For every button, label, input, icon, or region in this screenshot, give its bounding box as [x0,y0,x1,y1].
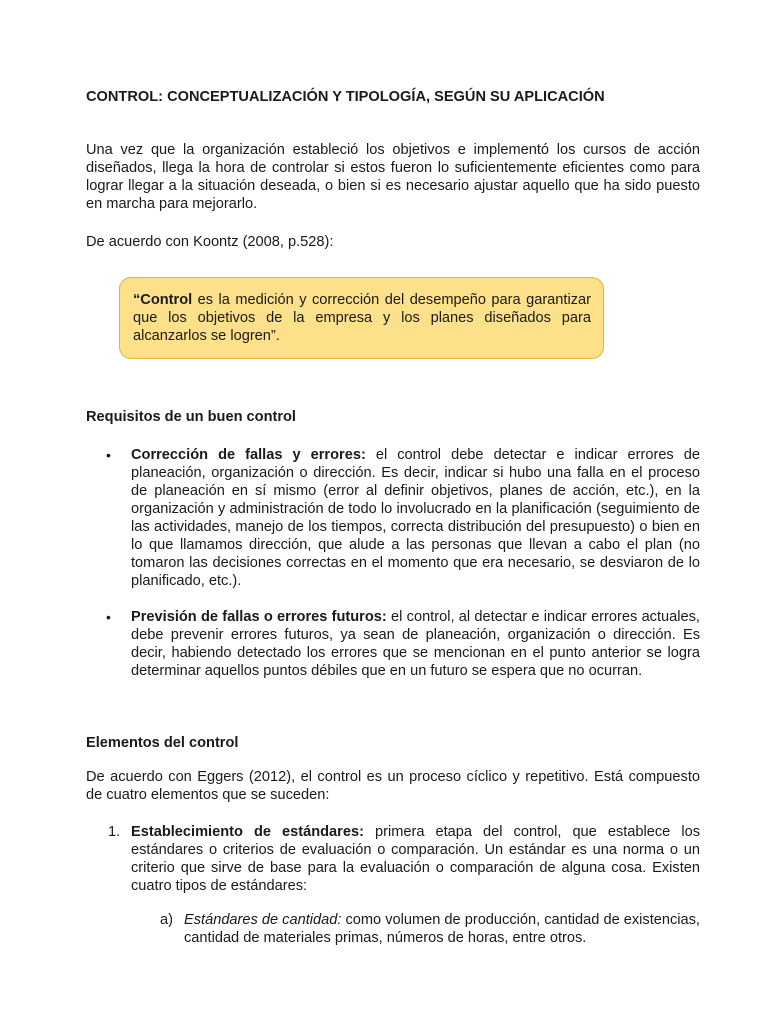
requisitos-heading: Requisitos de un buen control [86,409,296,425]
list-number: 1. [108,824,121,840]
bullet-icon: • [106,447,111,463]
numbered-term: Establecimiento de estándares: [131,824,364,840]
bullet-icon: • [106,609,111,625]
document-title: CONTROL: CONCEPTUALIZACIÓN Y TIPOLOGÍA, SEGÚN SU APLICACIÓN [86,89,605,105]
list-item [86,823,700,895]
bullet-text [131,608,700,680]
sublist-letter: a) [160,912,173,928]
quote-body: es la medición y corrección del desempeño para garantizar que los objetivos de la empresa y los planes diseñados para alcanzarlos se logren”. [133,292,591,344]
elementos-intro: De acuerdo con Eggers (2012), el control es un proceso cíclico y repetitivo. Está compuesto de cuatro elementos que se suceden: [86,769,700,803]
list-item [86,911,700,947]
definition-quote [133,291,591,345]
koontz-reference: De acuerdo con Koontz (2008, p.528): [86,234,334,250]
bullet-description: el control, al detectar e indicar errores actuales, debe prevenir errores futuros, ya sean de planeación, organización o dirección. Es decir, habiendo detectado los errores que se mencionan en el punto anterior se logra determinar aquellos puntos débiles que en un futuro se espera que no ocurran. [131,609,700,679]
bullet-term: Corrección de fallas y errores: [131,447,366,463]
intro-paragraph: Una vez que la organización estableció los objetivos e implementó los cursos de acción diseñados, llega la hora de controlar si estos fueron lo suficientemente eficientes como para lograr llegar a la situación deseada, o bien si es necesario ajustar aquello que ha sido puesto en marcha para mejorarlo. [86,142,700,212]
numbered-description: primera etapa del control, que establece los estándares o criterios de evaluación o comparación. Un estándar es una norma o un criterio que sirve de base para la evaluación o comparación de alguna cosa. Existen cuatro tipos de estándares: [131,824,700,894]
numbered-text [131,823,700,895]
elementos-heading: Elementos del control [86,735,239,751]
list-item [86,608,700,680]
list-item [86,446,700,590]
sublist-description: como volumen de producción, cantidad de existencias, cantidad de materiales primas, números de horas, entre otros. [184,912,700,946]
bullet-term: Previsión de fallas o errores futuros: [131,609,387,625]
sublist-text [184,911,700,947]
quote-term: Control [140,292,193,308]
sublist-term: Estándares de cantidad: [184,912,342,928]
definition-callout [119,277,604,359]
bullet-description: el control debe detectar e indicar errores de planeación, organización o dirección. Es decir, indicar si hubo una falla en el proceso de planeación en sí mismo (error al definir objetivos, planes de acción, etc.), en la organización y administración de todo lo involucrado en la planificación (seguimiento de las actividades, manejo de los tiempos, correcta distribución del presupuesto) o bien en lo que llamamos dirección, que alude a las personas que llevan a cabo el plan (no tomaron las decisiones correctas en el momento que era necesario, se desviaron de lo planificado, etc.). [131,447,700,589]
bullet-text [131,446,700,590]
quote-open-mark: “ [133,292,141,308]
